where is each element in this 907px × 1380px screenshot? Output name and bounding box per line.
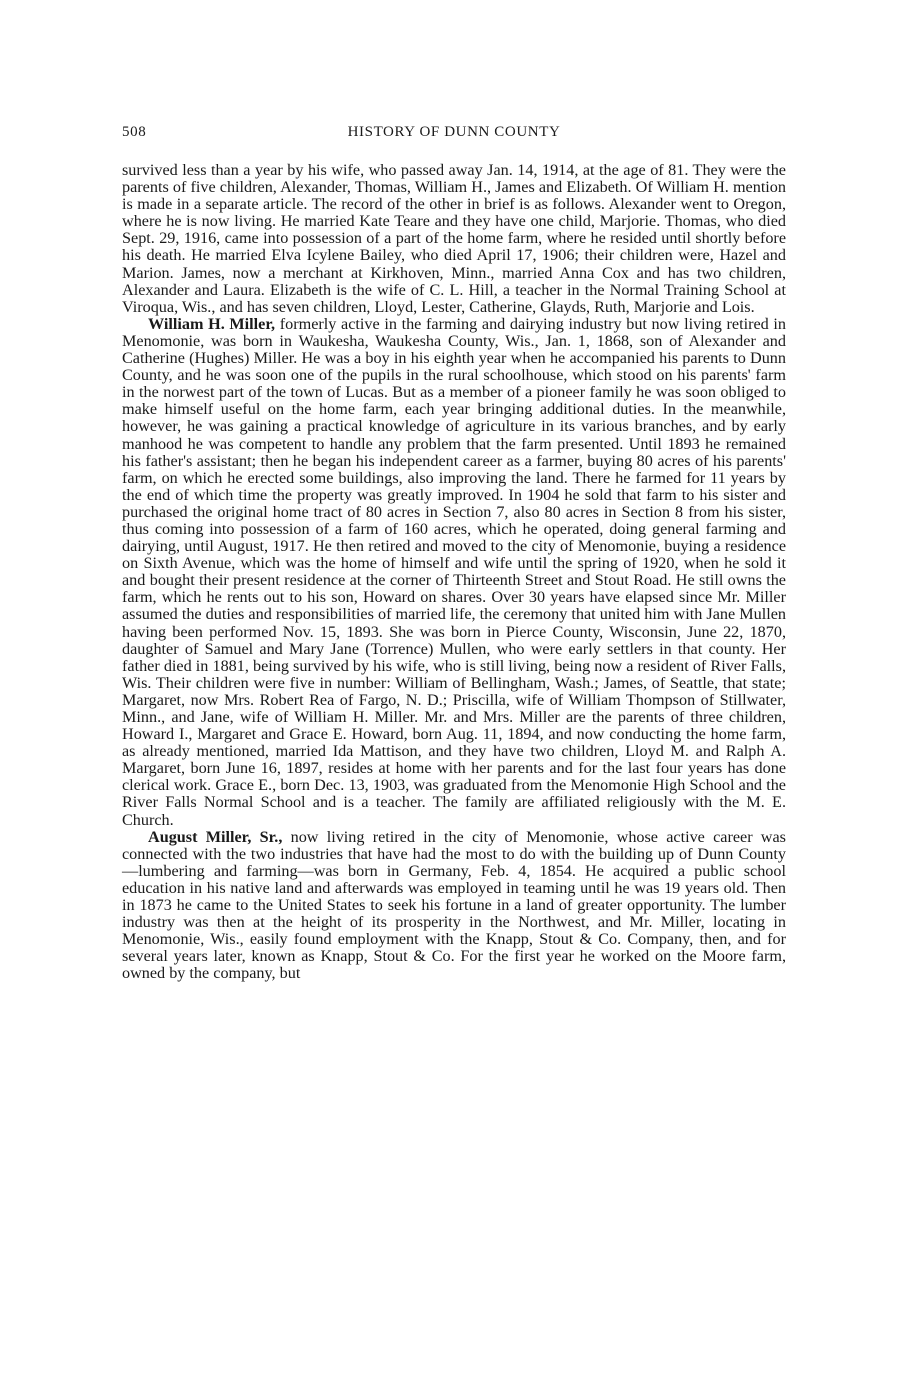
running-head (122, 124, 786, 146)
paragraph-family-continuation (122, 162, 786, 316)
paragraph-text: survived less than a year by his wife, who passed away Jan. 14, 1914, at the age of 81. They were the parents of five children, Alexander, Thomas, William H., James and Elizabeth. Of William H. mention is made in a separate article. The record of the other in brief is as follows. Alexander went to Oregon, where he is now living. He married Kate Teare and they have one child, Marjorie. Thomas, who died Sept. 29, 1916, came into possession of a part of the home farm, where he resided until shortly before his death. He married Elva Icylene Bailey, who died April 17, 1906; their children were, Hazel and Marion. James, now a merchant at Kirkhoven, Minn., married Anna Cox and has two children, Alexander and Laura. Elizabeth is the wife of C. L. Hill, a teacher in the Normal Training School at Viroqua, Wis., and has seven children, Lloyd, Lester, Catherine, Glayds, Ruth, Marjorie and Lois. (122, 161, 786, 316)
body-text (122, 162, 786, 983)
running-title: HISTORY OF DUNN COUNTY (347, 124, 561, 140)
paragraph-text: formerly active in the farming and dairying industry but now living retired in Menomonie, was born in Waukesha, Waukesha County, Wis., Jan. 1, 1868, son of Alexander and Catherine (Hughes) Miller. He was a boy in his eighth year when he accompanied his parents to Dunn County, and he was soon one of the pupils in the rural schoolhouse, which stood on his parents' farm in the norwest part of the town of Lucas. But as a member of a pioneer family he was soon obliged to make himself useful on the home farm, each year bringing additional duties. In the meanwhile, however, he was gaining a practical knowledge of agriculture in its various branches, and by early manhood he was competent to handle any problem that the farm presented. Until 1893 he remained his father's assistant; then he began his independent career as a farmer, buying 80 acres of his parents' farm, on which he erected some buildings, also improving the land. There he farmed for 11 years by the end of which time the property was greatly improved. In 1904 he sold that farm to his sister and purchased the original home tract of 80 acres in Section 7, also 80 acres in Section 8 from his sister, thus coming into possession of a farm of 160 acres, which he operated, doing general farming and dairying, until August, 1917. He then retired and moved to the city of Menomonie, buying a residence on Sixth Avenue, which was the home of himself and wife until the spring of 1920, when he sold it and bought their present residence at the corner of Thirteenth Street and Stout Road. He still owns the farm, which he rents out to his son, Howard on shares. Over 30 years have elapsed since Mr. Miller assumed the duties and responsibilities of married life, the ceremony that united him with Jane Mullen having been performed Nov. 15, 1893. She was born in Pierce County, Wisconsin, June 22, 1870, daughter of Samuel and Mary Jane (Torrence) Mullen, who were early settlers in that county. Her father died in 1881, being survived by his wife, who is still living, being now a resident of River Falls, Wis. Their children were five in number: William of Bellingham, Wash.; James, of Seattle, that state; Margaret, now Mrs. Robert Rea of Fargo, N. D.; Priscilla, wife of William Thompson of Stillwater, Minn., and Jane, wife of William H. Miller. Mr. and Mrs. Miller are the parents of three children, Howard I., Margaret and Grace E. Howard, born Aug. 11, 1894, and now conducting the home farm, as already mentioned, married Ida Mattison, and they have two children, Lloyd M. and Ralph A. Margaret, born June 16, 1897, resides at home with her parents and for the last four years has done clerical work. Grace E., born Dec. 13, 1903, was graduated from the Menomonie High School and the River Falls Normal School and is a teacher. The family are affiliated religiously with the M. E. Church. (122, 314, 786, 829)
paragraph-william-h-miller (122, 316, 786, 829)
biography-name: August Miller, Sr., (148, 827, 283, 846)
page-number: 508 (122, 124, 147, 140)
paragraph-august-miller-sr (122, 829, 786, 983)
book-page (122, 124, 786, 983)
paragraph-text: now living retired in the city of Menomonie, whose active career was connected with the two industries that have had the most to do with the building up of Dunn County—lumbering and farming—was born in Germany, Feb. 4, 1854. He acquired a public school education in his native land and afterwards was employed in teaming until he was 19 years old. Then in 1873 he came to the United States to seek his fortune in a land of greater opportunity. The lumber industry was then at the height of its prosperity in the Northwest, and Mr. Miller, locating in Menomonie, Wis., easily found employment with the Knapp, Stout & Co. Company, then, and for several years later, known as Knapp, Stout & Co. For the first year he worked on the Moore farm, owned by the company, but (122, 827, 786, 983)
biography-name: William H. Miller, (148, 314, 276, 333)
